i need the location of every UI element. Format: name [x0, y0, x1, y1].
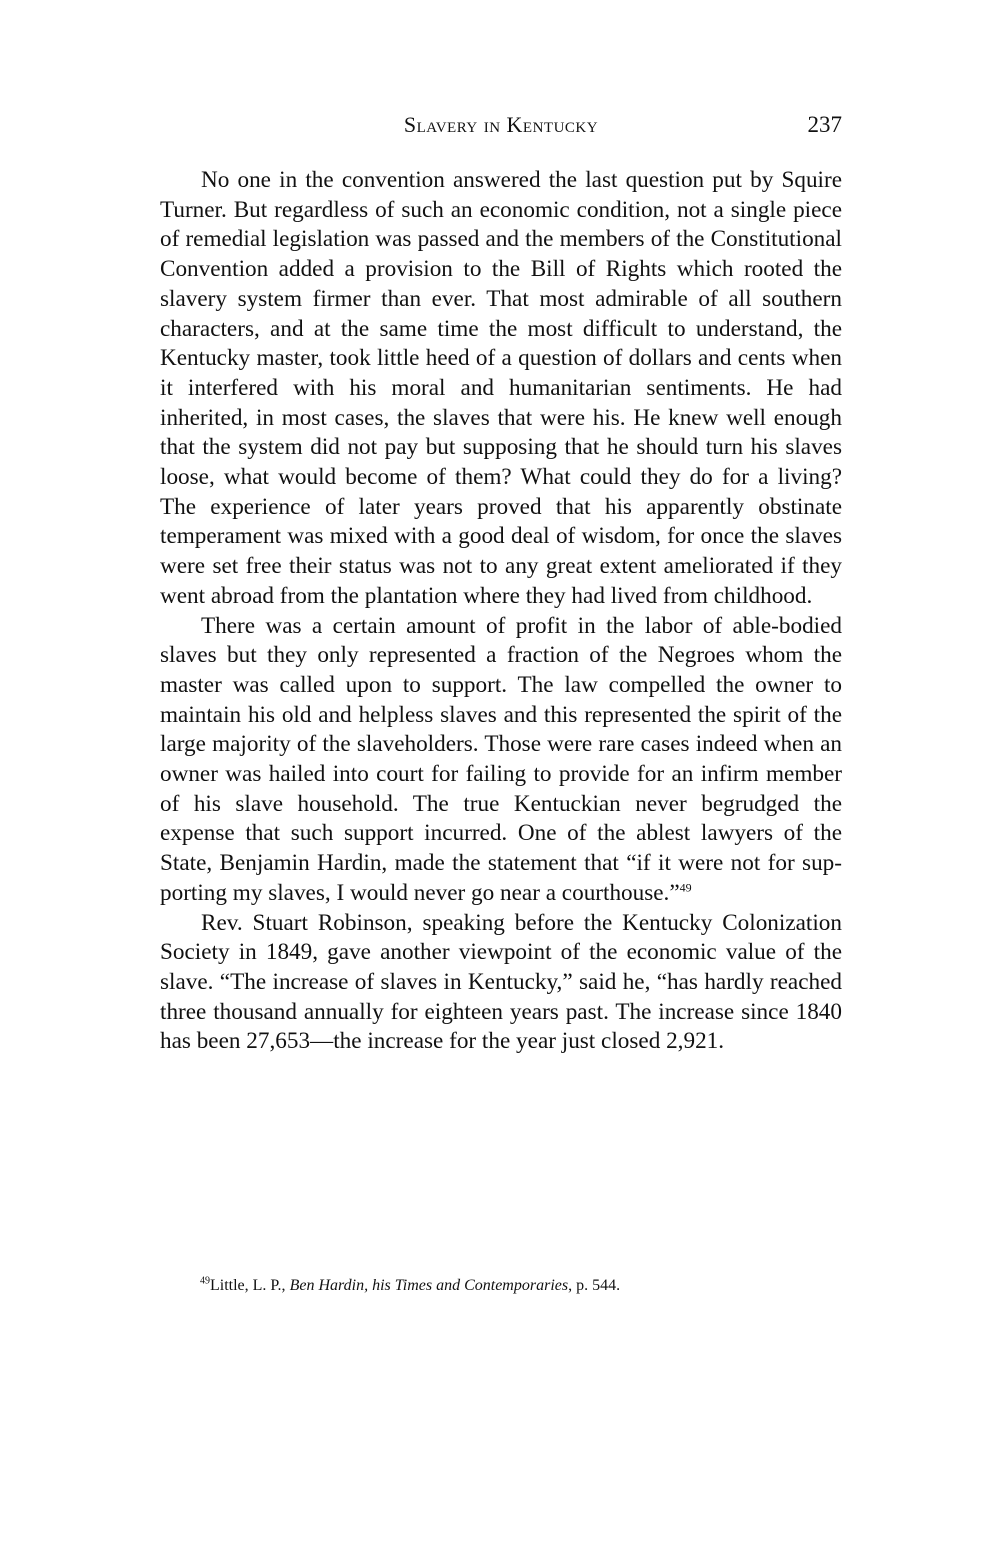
body-text [160, 166, 842, 1057]
paragraph-3 [160, 909, 842, 1058]
footnote-mark: 49 [200, 1275, 210, 1287]
paragraph-3-text: Rev. Stuart Robinson, speaking before the Kentucky Colonization Society in 1849, gave another viewpoint of the economic value of the slave. “The increase of slaves in Kentucky,” said he, “has hardly reached three thousand annually for eighteen years past. The increase since 1840 has been 27,653—the increase for the year just closed 2,921. [160, 909, 842, 1055]
page-number: 237 [807, 112, 842, 137]
footnote-author: Little, L. P., [210, 1277, 290, 1294]
running-head [160, 112, 842, 148]
footnote-title: Ben Hardin, his Times and Contemporaries [289, 1277, 569, 1294]
footnote-reference: 49 [679, 880, 692, 895]
paragraph-2 [160, 612, 842, 909]
paragraph-1-text: No one in the convention answered the last question put by Squire Turner. But regardless of such an economic condition, not a single piece of remedial legislation was passed and the members of the Constitutional Convention added a provision to the Bill of Rights which rooted the slavery system firmer than ever. That most admirable of all southern characters, and at the same time the most difficult to understand, the Kentucky master, took little heed of a question of dollars and cents when it interfered with his moral and humanitarian sentiments. He had inherited, in most cases, the slaves that were his. He knew well enough that the system did not pay but supposing that he should turn his slaves loose, what would become of them? What could they do for a living? The experience of later years proved that his apparently obstinate temperament was mixed with a good deal of wisdom, for once the slaves were set free their status was not to any great extent ameliorated if they went abroad from the plantation where they had lived from childhood. [160, 167, 842, 609]
running-title: Slavery in Kentucky [403, 112, 599, 137]
paragraph-2-text: There was a certain amount of profit in the labor of able-bodied slaves but they only represented a fraction of the Negroes whom the master was called upon to support. The law compelled the owner to maintain his old and helpless slaves and this represented the spirit of the large majority of the slaveholders. Those were rare cases indeed when an owner was hailed into court for failing to provide for an infirm member of his slave household. The true Kentuckian never begrudged the expense that such support incurred. One of the ablest lawyers of the State, Benjamin Hardin, made the statement that “if it were not for supporting my slaves, I would never go near a courthouse.” [160, 612, 842, 906]
paragraph-1 [160, 166, 842, 612]
footnote-page-ref: , p. 544. [568, 1277, 621, 1294]
footnote [200, 1276, 840, 1296]
